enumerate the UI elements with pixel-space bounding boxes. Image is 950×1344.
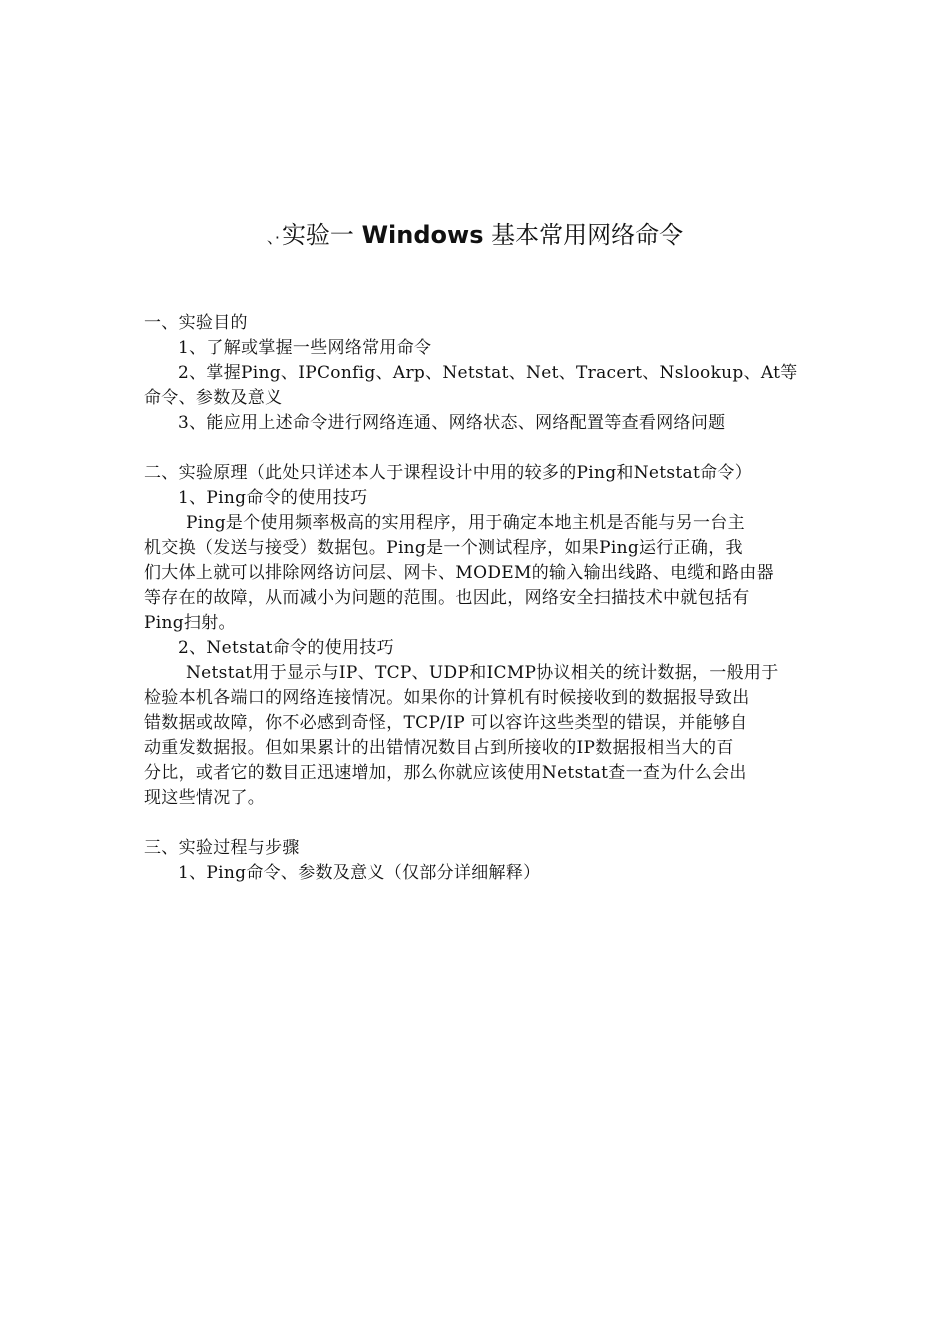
section2-para1-line1: Ping是个使用频率极高的实用程序，用于确定本地主机是否能与另一台主 xyxy=(186,513,745,533)
section2-heading: 二、实验原理（此处只详述本人于课程设计中用的较多的Ping和Netstat命令） xyxy=(144,463,752,483)
spacer xyxy=(144,436,808,461)
section2-para1-line3: 们大体上就可以排除网络访问层、网卡、MODEM的输入输出线路、电缆和路由器 xyxy=(144,563,774,583)
spacer xyxy=(144,811,808,836)
section2-para2-line5: 分比，或者它的数目正迅速增加，那么你就应该使用Netstat查一查为什么会出 xyxy=(144,763,747,783)
section1-heading: 一、实验目的 xyxy=(144,313,248,333)
section1-item-3: 3、能应用上述命令进行网络连通、网络状态、网络配置等查看网络问题 xyxy=(178,413,726,433)
section2-para1-line4: 等存在的故障，从而减小为问题的范围。也因此，网络安全扫描技术中就包括有 xyxy=(144,588,750,608)
document-body xyxy=(144,311,808,886)
title-prefix-mark: 、· xyxy=(266,228,280,247)
section3-heading: 三、实验过程与步骤 xyxy=(144,838,300,858)
section3-sub1: 1、Ping命令、参数及意义（仅部分详细解释） xyxy=(178,863,541,883)
section1-item-1: 1、了解或掌握一些网络常用命令 xyxy=(178,338,432,358)
section2-para2-line6: 现这些情况了。 xyxy=(144,788,266,808)
title-text-b: 基本常用网络命令 xyxy=(483,221,684,249)
section2-para1-line2: 机交换（发送与接受）数据包。Ping是一个测试程序，如果Ping运行正确，我 xyxy=(144,538,743,558)
section2-para2-line2: 检验本机各端口的网络连接情况。如果你的计算机有时候接收到的数据报导致出 xyxy=(144,688,750,708)
title-text-bold: Windows xyxy=(361,221,484,249)
document-title xyxy=(0,218,950,255)
section1-item-2-continued: 命令、参数及意义 xyxy=(144,388,283,408)
section2-para2-line1: Netstat用于显示与IP、TCP、UDP和ICMP协议相关的统计数据，一般用于 xyxy=(186,663,779,683)
section2-para1-line5: Ping扫射。 xyxy=(144,613,236,633)
title-text-a: 实验一 xyxy=(281,221,362,249)
section2-para2-line4: 动重发数据报。但如果累计的出错情况数目占到所接收的IP数据报相当大的百 xyxy=(144,738,734,758)
section2-para2-line3: 错数据或故障，你不必感到奇怪，TCP/IP 可以容许这些类型的错误，并能够自 xyxy=(144,713,748,733)
section2-sub1: 1、Ping命令的使用技巧 xyxy=(178,488,368,508)
section1-item-2: 2、掌握Ping、IPConfig、Arp、Netstat、Net、Tracert、Nslookup、At等 xyxy=(178,363,798,383)
section2-sub2: 2、Netstat命令的使用技巧 xyxy=(178,638,394,658)
